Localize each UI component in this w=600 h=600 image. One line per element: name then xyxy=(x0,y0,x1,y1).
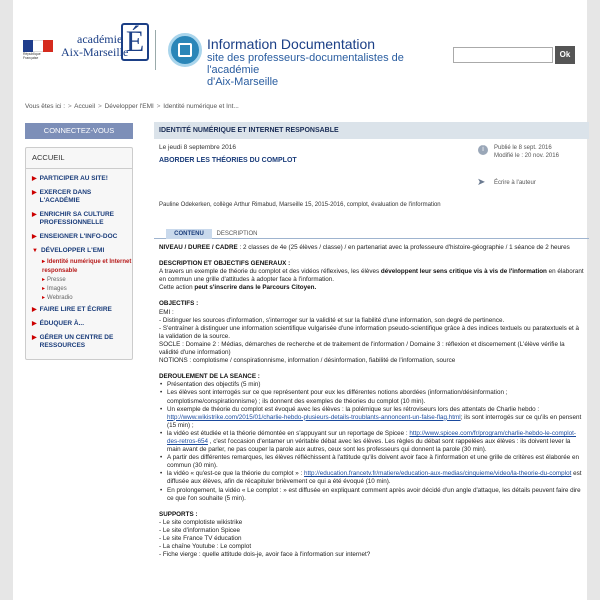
subitem-presse[interactable] xyxy=(42,276,132,285)
steps-list xyxy=(159,381,584,502)
support-line: - Fiche vierge : quelle attitude dois-je, avoir face à l'information sur internet? xyxy=(159,551,371,559)
sidebar xyxy=(25,123,133,360)
main-content xyxy=(154,122,589,559)
academie-logo[interactable] xyxy=(61,25,145,59)
search-button[interactable]: Ok xyxy=(555,46,575,64)
sidebar-item-eduquer[interactable] xyxy=(26,317,132,331)
site-title-main: Information Documentation xyxy=(207,36,376,52)
support-line: - Le site d'information Spicee xyxy=(159,526,241,534)
niveau-paragraph xyxy=(159,244,584,252)
info-doc-logo-icon[interactable] xyxy=(168,33,202,67)
step-item: • Les élèves sont interrogés sur ce que représentent pour eux les différentes notions abordées (information/désinformation ; complotisme/conspirationnisme) ; ils donnent des exemples de théories du complot (10 min). xyxy=(159,389,584,405)
sidebar-item-label: FAIRE LIRE ET ÉCRIRE xyxy=(39,306,112,313)
arrow-right-icon: ▸ xyxy=(42,286,46,292)
support-line: - Le site France TV éducation xyxy=(159,535,242,542)
arrow-right-icon: ▶ xyxy=(32,176,37,182)
francetv-link[interactable]: http://education.francetv.fr/matiere/education-aux-medias/cinquieme/video/la-theorie-du-complot xyxy=(304,470,572,478)
objectif-line: NOTIONS : complotisme / conspirationnisme, information / désinformation, fiabilité de l'information, source xyxy=(159,357,456,365)
header-divider xyxy=(155,30,156,70)
sidebar-item-label: ENSEIGNER L'INFO-DOC xyxy=(39,233,118,240)
article-date: Le jeudi 8 septembre 2016 xyxy=(159,144,236,151)
sidebar-submenu xyxy=(26,258,132,303)
page xyxy=(13,0,587,600)
supports-label: SUPPORTS : xyxy=(159,510,198,518)
breadcrumb-home[interactable]: Accueil xyxy=(74,103,96,110)
step-item: • Un exemple de théorie du complot est évoqué avec les élèves : la polémique sur les rétroviseurs lors des attentats de Charlie hebdo : http://www.wikistrike.com/2015/01/charlie-hebdo-plusieurs-details-troublants-annoncent-un-false-flag.html; ils sont interrogés sur ce qu'ils en pensent (15 min) ; xyxy=(159,406,584,430)
sidebar-item-enrichir[interactable] xyxy=(26,208,132,230)
academie-line2: Aix-Marseille xyxy=(61,45,129,59)
step-item: • la vidéo est étudiée et la théorie démontée en s'appuyant sur un reportage de Spicee : http://www.spicee.com/fr/program/charlie-hebdo-le-complot-des-retros-654 , c'est l'occasion d'entamer un véritable débat avec les élèves. Les règles du débat sont rappelées aux élèves : ils doivent lever la main avant de parler, ne pas couper la parole aux autres, ceux sont les professeurs qui donnent la parole (30 min). xyxy=(159,430,584,454)
tab-bar xyxy=(154,229,589,239)
search-input[interactable] xyxy=(453,47,553,63)
sidebar-item-label: ENRICHIR SA CULTURE PROFESSIONNELLE xyxy=(39,211,115,226)
breadcrumb-sep: > xyxy=(67,103,72,110)
republique-caption: République Française xyxy=(23,52,41,60)
objectif-line: - S'entraîner à distinguer une information scientifique vulgarisée d'une information pseudo-scientifique grâce à des indices textuels ou paratextuels et à la validation de la source. xyxy=(159,324,579,340)
subitem-label: Webradio xyxy=(47,295,73,301)
tab-description[interactable]: DESCRIPTION xyxy=(216,231,258,237)
sidebar-menu xyxy=(25,147,133,360)
info-icon: i xyxy=(478,145,488,155)
academie-letter: É xyxy=(121,23,149,61)
arrow-down-icon: ▼ xyxy=(32,248,38,254)
subitem-images[interactable] xyxy=(42,285,132,294)
objectif-line: - Distinguer les sources d'information, s'interroger sur la validité et sur la fiabilité d'une information, son degré de pertinence. xyxy=(159,316,505,324)
article-meta xyxy=(494,144,584,160)
modified-date: Modifié le : 20 nov. 2016 xyxy=(494,153,559,159)
sidebar-item-label: GÉRER UN CENTRE DE RESSOURCES xyxy=(39,334,114,349)
support-line: - Le site complotiste wikistrike xyxy=(159,518,243,526)
published-date: Publié le 8 sept. 2016 xyxy=(494,145,552,151)
article-byline: Pauline Odekerken, collège Arthur Rimabud, Marseille 15, 2015-2016, complot, évaluation de l'information xyxy=(159,202,441,208)
arrow-right-icon: ▸ xyxy=(42,295,46,301)
sidebar-item-accueil[interactable]: ACCUEIL xyxy=(26,150,132,169)
subitem-webradio[interactable] xyxy=(42,294,132,303)
step-item: • la vidéo « qu'est-ce que la théorie du complot » : http://education.francetv.fr/matiere/education-aux-medias/cinquieme/video/la-theorie-du-complot est diffusée aux élèves, afin de récapituler brièvement ce qui a été évoqué (10 min). xyxy=(159,470,584,486)
deroulement-label: DEROULEMENT DE LA SEANCE : xyxy=(159,373,260,381)
arrow-right-icon: ▶ xyxy=(32,321,37,327)
arrow-right-icon: ▶ xyxy=(32,234,37,240)
article-body xyxy=(159,244,584,559)
arrow-right-icon: ▶ xyxy=(32,212,37,218)
sidebar-item-label: EXERCER DANS L'ACADÉMIE xyxy=(39,189,92,204)
republique-logo[interactable] xyxy=(23,40,53,60)
section-heading: IDENTITÉ NUMÉRIQUE ET INTERNET RESPONSABLE xyxy=(154,122,589,139)
arrow-right-icon: ▸ xyxy=(42,259,46,265)
subitem-label: Presse xyxy=(47,277,66,283)
arrow-right-icon: ▶ xyxy=(32,335,37,341)
sidebar-item-exercer[interactable] xyxy=(26,186,132,208)
sidebar-item-label: ÉDUQUER À... xyxy=(39,320,85,327)
subitem-label: Identité numérique et Internet responsable xyxy=(42,259,132,274)
sidebar-item-label: PARTICIPER AU SITE! xyxy=(39,175,108,182)
french-flag-icon xyxy=(23,40,53,52)
breadcrumb-sep: > xyxy=(97,103,102,110)
desc-label: DESCRIPTION ET OBJECTIFS GENERAUX : xyxy=(159,260,291,268)
step-item: • En prolongement, la vidéo « Le complot : » est diffusée en expliquant comment après avoir décidé d'un angle d'attaque, les détails peuvent faire dire ce que l'on souhaite (5 min). xyxy=(159,487,584,503)
desc-paragraph: A travers un exemple de théorie du complot et des vidéos réflexives, les élèves développent leur sens critique vis à vis de l'information en élaborant en commun une grille d'attitudes à adopter face à l'information. xyxy=(159,268,584,284)
support-line: - La chaîne Youtube : Le complot xyxy=(159,543,252,551)
write-author-link[interactable]: Écrire à l'auteur xyxy=(494,180,536,186)
sidebar-item-lire[interactable] xyxy=(26,303,132,317)
breadcrumb-prefix: Vous êtes ici : xyxy=(25,103,66,110)
sidebar-item-developper[interactable] xyxy=(26,244,132,258)
sidebar-item-enseigner[interactable] xyxy=(26,230,132,244)
article-title: ABORDER LES THÉORIES DU COMPLOT xyxy=(159,157,297,164)
objectif-line: SOCLE : Domaine 2 : Médias, démarches de recherche et de traitement de l'information / Domaine 3 : réflexion et discernement (L'élève vérifie la validité d'une information) xyxy=(159,340,565,357)
niveau-text: : 2 classes de 4e (25 élèves / classe) / en partenariat avec la professeure d'histoire-géographie / 1 séance de 2 heures xyxy=(237,244,570,251)
site-title[interactable] xyxy=(207,36,457,88)
connect-button[interactable]: CONNECTEZ-VOUS xyxy=(25,123,133,139)
arrow-right-icon: ▸ xyxy=(42,277,46,283)
site-subtitle-2: d'Aix-Marseille xyxy=(207,76,279,88)
breadcrumb xyxy=(25,103,239,110)
wikistrike-link[interactable]: http://www.wikistrike.com/2015/01/charlie-hebdo-plusieurs-details-troublants-annoncent-un-false-flag.html xyxy=(167,413,461,421)
arrow-right-icon: ▶ xyxy=(32,190,37,196)
academie-line1: académie xyxy=(77,32,123,46)
sidebar-item-participer[interactable] xyxy=(26,172,132,186)
breadcrumb-emi[interactable]: Développer l'EMI xyxy=(104,103,154,110)
step-item: • A partir des différentes remarques, les élèves réfléchissent à l'attitude qu'ils doivent avoir face à l'information et une grille de critères est élaborée en commun (30 min). xyxy=(159,454,584,470)
objectif-line: EMI : xyxy=(159,308,174,316)
sidebar-item-gerer[interactable] xyxy=(26,331,132,353)
spicee-link[interactable]: http://www.spicee.com/fr/program/charlie-hebdo-le-complot-des-retros-654 xyxy=(167,429,576,445)
breadcrumb-current[interactable]: Identité numérique et Int... xyxy=(163,103,239,110)
subitem-identite[interactable] xyxy=(42,258,132,276)
tab-contenu[interactable]: CONTENU xyxy=(166,229,212,239)
arrow-right-icon: ▶ xyxy=(32,307,37,313)
site-header xyxy=(13,0,587,90)
sidebar-item-label: DÉVELOPPER L'EMI xyxy=(40,247,105,254)
subitem-label: Images xyxy=(47,286,67,292)
site-subtitle-1: site des professeurs-documentalistes de l'académie xyxy=(207,52,404,76)
breadcrumb-sep: > xyxy=(156,103,161,110)
objectifs-label: OBJECTIFS : xyxy=(159,300,199,308)
niveau-label: NIVEAU / DUREE / CADRE xyxy=(159,244,238,251)
step-item: • Présentation des objectifs (5 min) xyxy=(159,381,584,389)
send-icon[interactable]: ➤ xyxy=(477,177,486,188)
desc-parcours: Cette action peut s'inscrire dans le Parcours Citoyen. xyxy=(159,284,317,292)
